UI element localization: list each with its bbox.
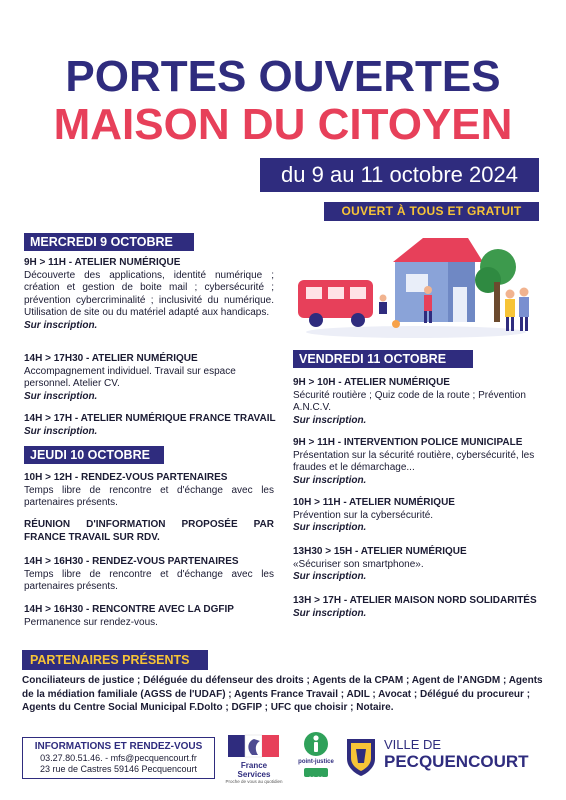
point-justice-name: point-justice [298, 759, 334, 765]
point-justice-number: 30 39 [308, 777, 324, 783]
event-mercredi-1 [24, 257, 274, 332]
event-heading: 14H > 17H - ATELIER NUMÉRIQUE FRANCE TRAVAIL [24, 413, 276, 424]
event-vendredi-2 [293, 437, 543, 487]
event-heading: 14H > 16H30 - RENDEZ-VOUS PARTENAIRES [24, 556, 239, 567]
france-services-tagline: Proche de vous au quotidien [225, 779, 283, 784]
event-heading: 9H > 10H - ATELIER NUMÉRIQUE [293, 377, 450, 388]
event-heading: 14H > 17H30 - ATELIER NUMÉRIQUE [24, 353, 198, 364]
event-body: Découverte des applications, identité numérique ; création et gestion de boite mail ; cybersécurité ; prévention cybercriminalité ; inclusivité du numérique. Utilisation de site ou du matériel adapté aux handicaps. [24, 269, 274, 318]
event-vendredi-3 [293, 497, 543, 535]
event-heading: 9H > 11H - INTERVENTION POLICE MUNICIPALE [293, 437, 523, 448]
event-body: Présentation sur la sécurité routière, cybersécurité, les fraudes et le démarchage... [293, 449, 535, 473]
event-jeudi-4 [24, 604, 274, 629]
event-heading: 9H > 11H - ATELIER NUMÉRIQUE [24, 257, 181, 268]
event-body: «Sécuriser son smartphone». [293, 558, 424, 570]
point-justice-icon [296, 730, 336, 758]
event-vendredi-4 [293, 546, 543, 584]
title-line-1: PORTES OUVERTES [65, 52, 501, 101]
partners-header: PARTENAIRES PRÉSENTS [22, 650, 208, 670]
event-body: Accompagnement individuel. Travail sur espace personnel. Atelier CV. [24, 365, 236, 389]
house-illustration [288, 232, 544, 342]
event-body: Temps libre de rencontre et d'échange avec les partenaires présents. [24, 484, 274, 508]
partners-list: Conciliateurs de justice ; Déléguée du défenseur des droits ; Agents de la CPAM ; Agent de l'ANGDM ; Agents de la médiation familiale (AGSS de l'UDAF) ; Agents France Travail ; ADIL ; Avocat ; Délégué du procureur ; Agents du Centre Social Municipal F.Dolto ; DGFIP ; UFC que choisir ; Notaire. [22, 675, 543, 713]
title-line-2: MAISON DU CITOYEN [53, 100, 513, 149]
event-heading: 10H > 12H - RENDEZ-VOUS PARTENAIRES [24, 472, 228, 483]
event-mercredi-3 [24, 413, 284, 438]
event-jeudi-2 [24, 519, 274, 544]
event-heading: 13H > 17H - ATELIER MAISON NORD SOLIDARITÉS [293, 595, 537, 606]
pecquencourt-logo [344, 735, 544, 779]
event-note: Sur inscription. [293, 474, 367, 486]
ville-de-label: VILLE DE [384, 737, 442, 752]
event-body: Temps libre de rencontre et d'échange avec les partenaires présents. [24, 568, 274, 592]
info-contact: 03.27.80.51.46. - mfs@pecquencourt.fr [40, 753, 197, 763]
day-header-jeudi: JEUDI 10 OCTOBRE [24, 446, 164, 464]
point-justice-logo [296, 730, 336, 782]
event-vendredi-1 [293, 377, 543, 427]
event-jeudi-3 [24, 556, 274, 594]
event-note: Sur inscription. [24, 425, 98, 437]
event-note: Sur inscription. [293, 571, 367, 582]
city-crest-icon [344, 735, 378, 777]
event-heading: 13H30 > 15H - ATELIER NUMÉRIQUE [293, 546, 467, 557]
info-title: INFORMATIONS ET RENDEZ-VOUS [34, 741, 203, 752]
date-banner: du 9 au 11 octobre 2024 [260, 158, 539, 192]
event-body: Sécurité routière ; Quiz code de la route ; Prévention A.N.C.V. [293, 389, 526, 413]
free-banner: OUVERT À TOUS ET GRATUIT [324, 202, 539, 221]
marianne-icon [224, 733, 284, 759]
event-body: Prévention sur la cybersécurité. [293, 509, 434, 521]
day-header-vendredi: VENDREDI 11 OCTOBRE [293, 350, 473, 368]
event-note: Sur inscription. [24, 390, 98, 402]
event-heading: RÉUNION D'INFORMATION PROPOSÉE PAR FRANCE TRAVAIL SUR RDV. [24, 519, 274, 543]
event-note: Sur inscription. [293, 607, 367, 619]
event-heading: 10H > 11H - ATELIER NUMÉRIQUE [293, 497, 455, 508]
event-note: Sur inscription. [293, 414, 367, 426]
event-note: Sur inscription. [293, 522, 367, 533]
france-services-logo [224, 733, 284, 784]
event-heading: 14H > 16H30 - RENCONTRE AVEC LA DGFIP [24, 604, 234, 615]
event-jeudi-1 [24, 472, 274, 510]
point-justice-badge [304, 768, 328, 783]
info-address: 23 rue de Castres 59146 Pecquencourt [39, 764, 198, 774]
ville-name: PECQUENCOURT [384, 752, 529, 771]
france-services-name: France Services [237, 761, 271, 779]
day-header-mercredi: MERCREDI 9 OCTOBRE [24, 233, 194, 251]
event-body: Permanence sur rendez-vous. [24, 616, 158, 628]
event-vendredi-5 [293, 595, 549, 620]
event-note: Sur inscription. [24, 319, 98, 331]
info-box [22, 737, 215, 779]
event-mercredi-2 [24, 353, 274, 403]
